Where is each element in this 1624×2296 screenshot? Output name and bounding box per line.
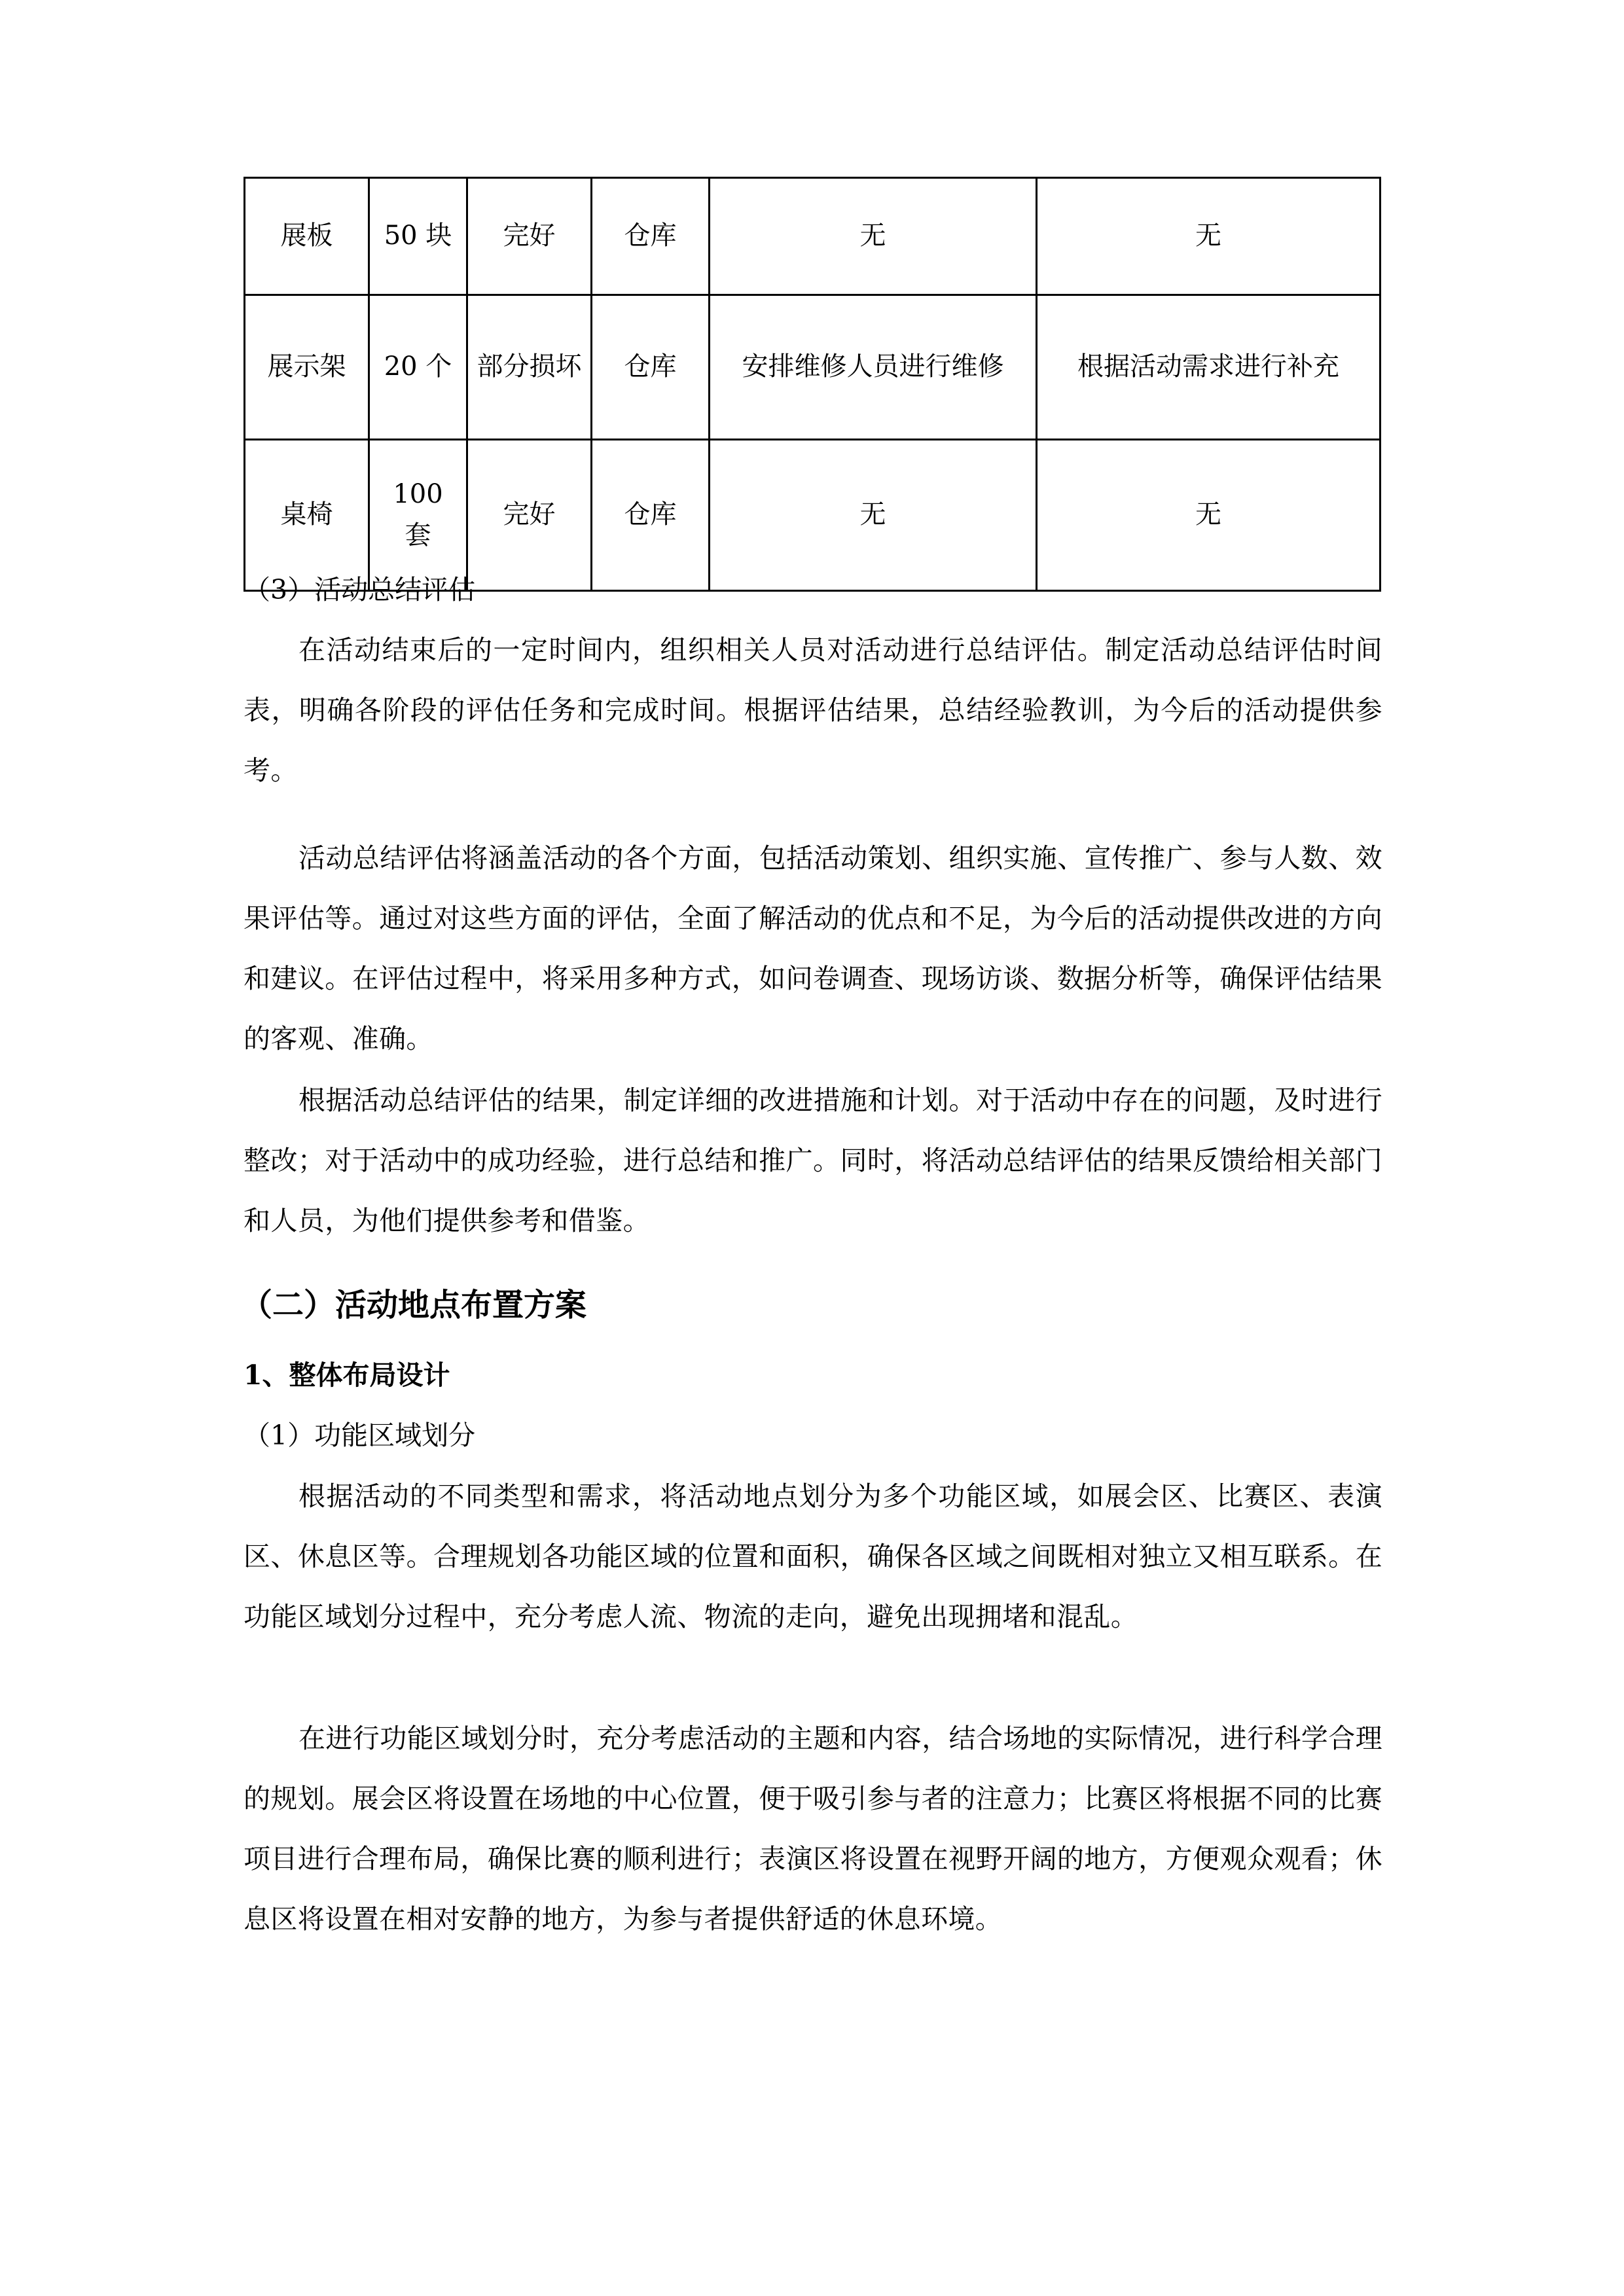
paragraph-zone-2: 在进行功能区域划分时，充分考虑活动的主题和内容，结合场地的实际情况，进行科学合理的规划。展会区将设置在场地的中心位置，便于吸引参与者的注意力；比赛区将根据不同的比赛项目进行合理布局，确保比赛的顺利进行；表演区将设置在视野开阔的地方，方便观众观看；休息区将设置在相对安静的地方，为参与者提供舒适的休息环境。: [244, 1723, 1382, 1935]
table-cell-maintenance: 无: [710, 440, 1037, 591]
table-cell-quantity: 50 块: [369, 178, 467, 295]
paragraph-zone-1: 根据活动的不同类型和需求，将活动地点划分为多个功能区域，如展会区、比赛区、表演区、休息区等。合理规划各功能区域的位置和面积，确保各区域之间既相对独立又相互联系。在功能区域划分过程中，充分考虑人流、物流的走向，避免出现拥堵和混乱。: [244, 1480, 1382, 1632]
table-cell-quantity: 100 套: [369, 440, 467, 591]
heading-zone-division: （1）功能区域划分: [244, 1420, 476, 1451]
table-cell-condition: 部分损坏: [467, 295, 592, 440]
table-row: [245, 295, 1380, 440]
table-cell-condition: 完好: [467, 178, 592, 295]
heading-summary-evaluation: （3）活动总结评估: [244, 574, 476, 605]
table-cell-supplement: 无: [1037, 178, 1380, 295]
table-cell-quantity: 20 个: [369, 295, 467, 440]
table-cell-supplement: 无: [1037, 440, 1380, 591]
paragraph-summary-2: 活动总结评估将涵盖活动的各个方面，包括活动策划、组织实施、宣传推广、参与人数、效果评估等。通过对这些方面的评估，全面了解活动的优点和不足，为今后的活动提供改进的方向和建议。在评估过程中，将采用多种方式，如问卷调查、现场访谈、数据分析等，确保评估结果的客观、准确。: [244, 842, 1382, 1054]
table-cell-item: 展板: [245, 178, 369, 295]
inventory-table: [244, 177, 1381, 592]
heading-overall-layout-design: 1、整体布局设计: [244, 1359, 450, 1391]
table-cell-maintenance: 安排维修人员进行维修: [710, 295, 1037, 440]
table-cell-location: 仓库: [592, 295, 710, 440]
paragraph-summary-1: 在活动结束后的一定时间内，组织相关人员对活动进行总结评估。制定活动总结评估时间表，明确各阶段的评估任务和完成时间。根据评估结果，总结经验教训，为今后的活动提供参考。: [244, 634, 1382, 786]
table-cell-supplement: 根据活动需求进行补充: [1037, 295, 1380, 440]
table-row: [245, 178, 1380, 295]
table-cell-condition: 完好: [467, 440, 592, 591]
inventory-table-container: [244, 177, 1379, 592]
table-cell-location: 仓库: [592, 440, 710, 591]
table-cell-maintenance: 无: [710, 178, 1037, 295]
heading-venue-layout-plan: （二）活动地点布置方案: [241, 1287, 587, 1323]
table-cell-item: 桌椅: [245, 440, 369, 591]
table-cell-item: 展示架: [245, 295, 369, 440]
paragraph-summary-3: 根据活动总结评估的结果，制定详细的改进措施和计划。对于活动中存在的问题，及时进行整改；对于活动中的成功经验，进行总结和推广。同时，将活动总结评估的结果反馈给相关部门和人员，为他们提供参考和借鉴。: [244, 1085, 1382, 1236]
table-cell-location: 仓库: [592, 178, 710, 295]
